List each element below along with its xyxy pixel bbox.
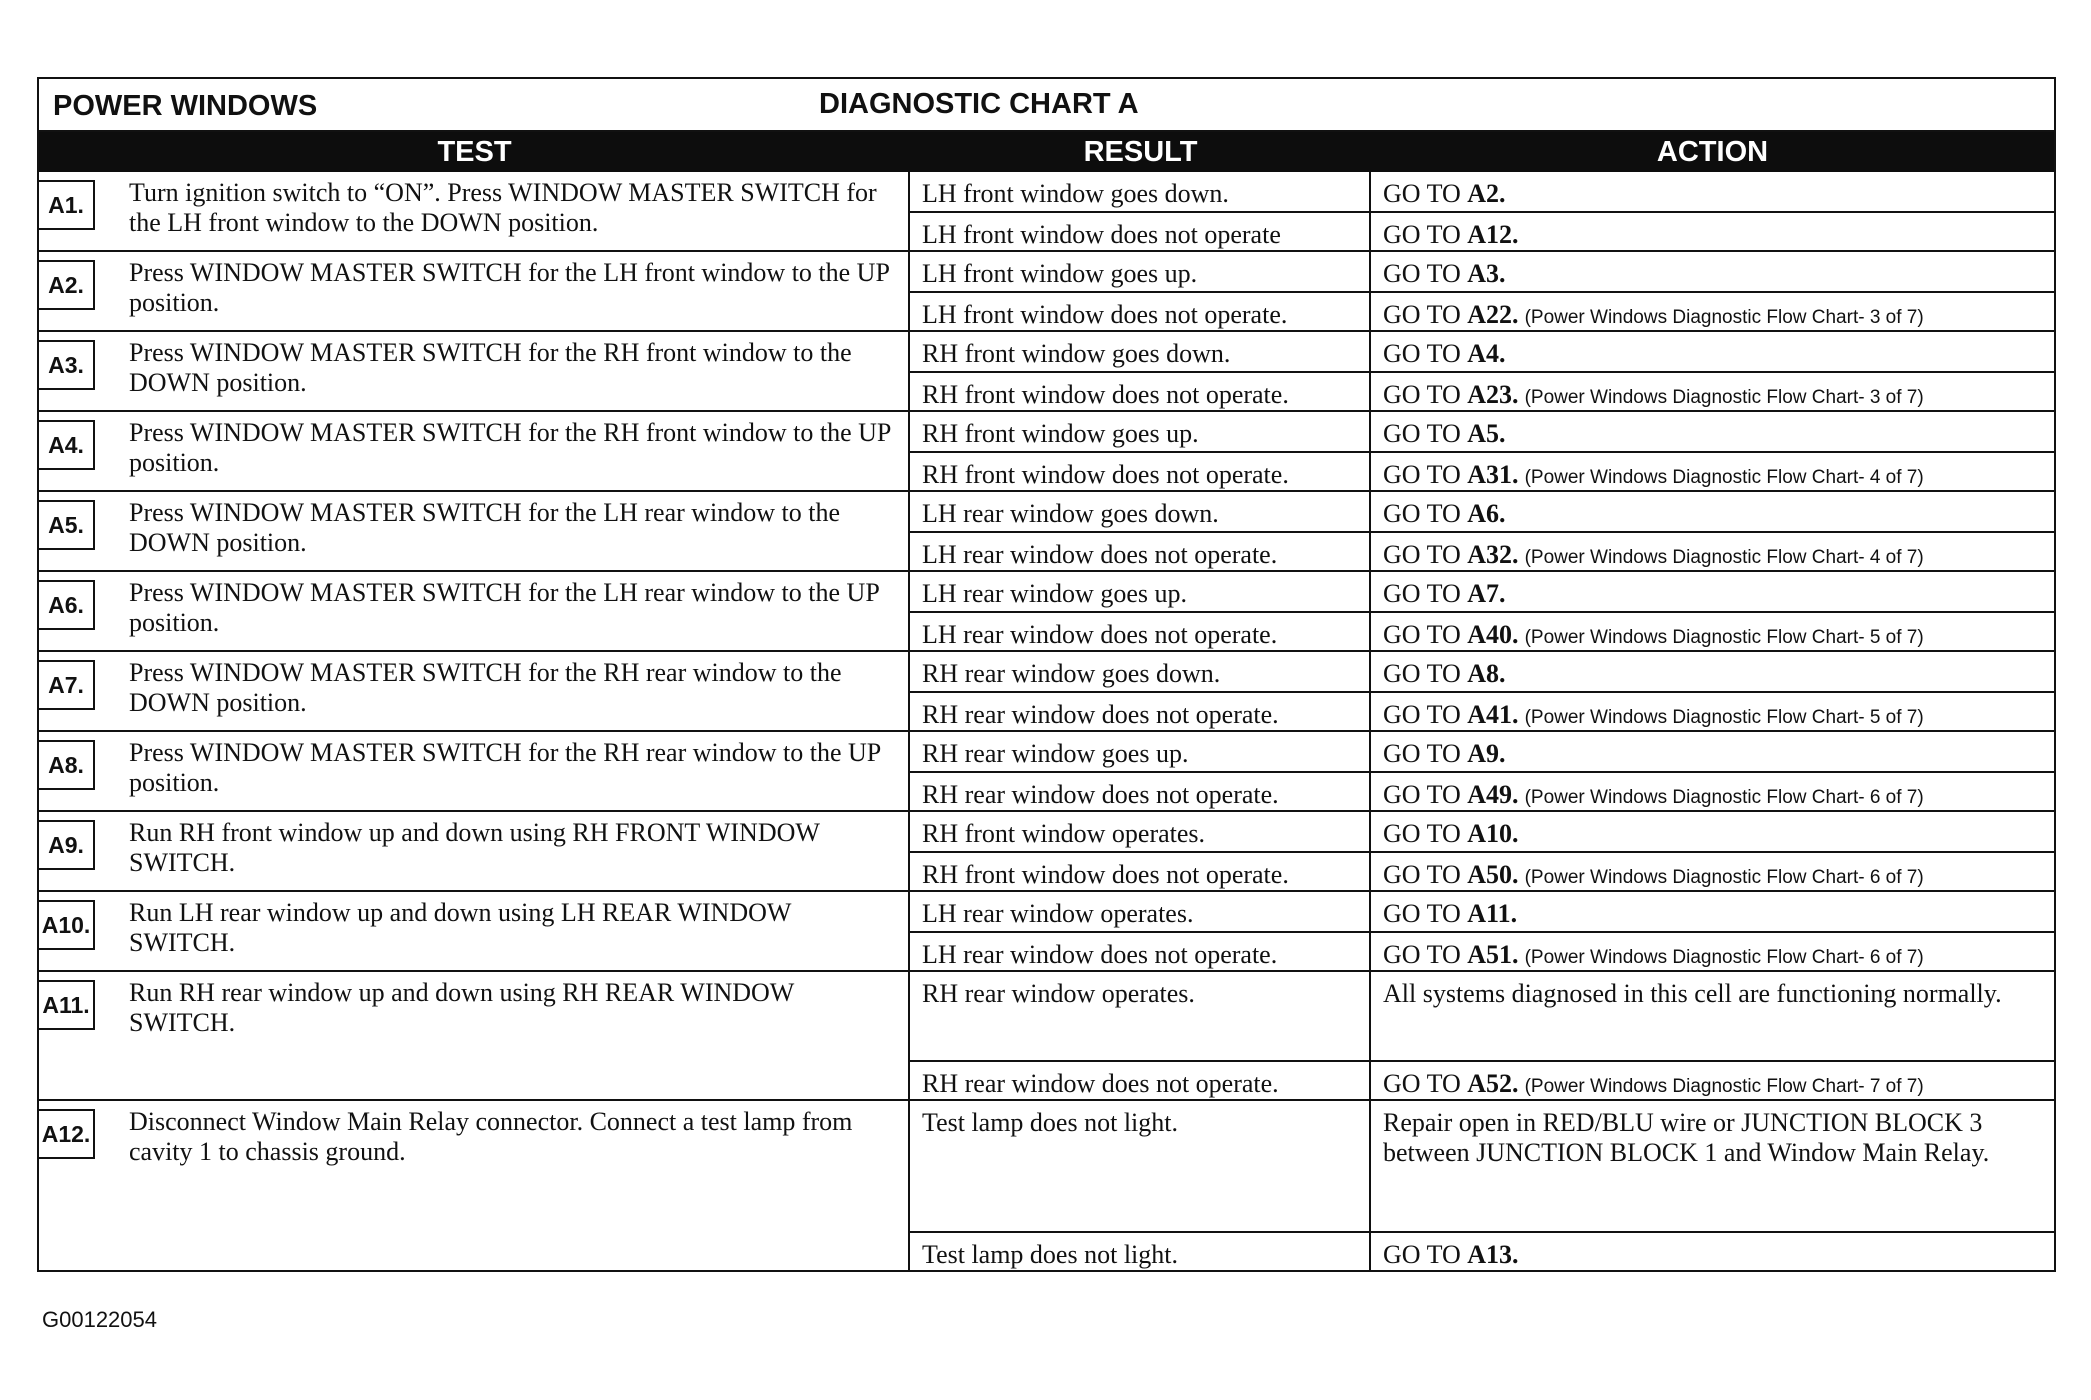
flow-chart-reference: (Power Windows Diagnostic Flow Chart- 4 of 7) [1524, 467, 1924, 488]
result-cell: LH front window goes down. [922, 179, 1229, 208]
goto-prefix: GO TO [1383, 780, 1468, 809]
action-column [1371, 412, 2054, 490]
result-column [910, 892, 1371, 970]
step-id: A7. [39, 660, 95, 710]
goto-target: A22. [1467, 300, 1519, 329]
test-cell [39, 412, 910, 490]
result-cell: LH rear window goes up. [922, 579, 1187, 608]
goto-target: A11. [1467, 899, 1518, 928]
step-id: A11. [39, 980, 95, 1030]
goto-target: A4. [1467, 339, 1506, 368]
goto-prefix: GO TO [1383, 739, 1468, 768]
goto-prefix: GO TO [1383, 419, 1468, 448]
result-cell: RH rear window goes down. [922, 659, 1221, 688]
test-description: Run RH rear window up and down using RH REAR WINDOW SWITCH. [129, 978, 794, 1037]
test-description: Disconnect Window Main Relay connector. Connect a test lamp from cavity 1 to chassis ground. [129, 1107, 853, 1166]
column-header-row [39, 132, 2054, 172]
result-cell: LH rear window operates. [922, 899, 1194, 928]
result-column [910, 572, 1371, 650]
flow-chart-reference: (Power Windows Diagnostic Flow Chart- 3 of 7) [1524, 387, 1924, 408]
table-row [39, 570, 2054, 650]
step-id: A6. [39, 580, 95, 630]
result-cell: RH rear window does not operate. [910, 1060, 1369, 1099]
step-id: A9. [39, 820, 95, 870]
test-cell [39, 732, 910, 810]
flow-chart-reference: (Power Windows Diagnostic Flow Chart- 5 of 7) [1524, 627, 1924, 648]
action-cell [1371, 1231, 2054, 1270]
header-result: RESULT [1083, 135, 1198, 168]
action-cell [1371, 652, 2054, 691]
result-column [910, 732, 1371, 810]
action-column [1371, 492, 2054, 570]
step-id: A1. [39, 180, 95, 230]
step-id: A10. [39, 900, 95, 950]
action-column [1371, 572, 2054, 650]
test-cell [39, 252, 910, 330]
flow-chart-reference: (Power Windows Diagnostic Flow Chart- 3 of 7) [1524, 307, 1924, 328]
goto-prefix: GO TO [1383, 380, 1468, 409]
result-cell: LH rear window does not operate. [910, 531, 1369, 570]
test-cell [39, 332, 910, 410]
goto-prefix: GO TO [1383, 620, 1468, 649]
step-id: A5. [39, 500, 95, 550]
goto-target: A52. [1467, 1069, 1519, 1098]
result-column [910, 1101, 1371, 1270]
table-row [39, 172, 2054, 250]
result-cell: LH front window does not operate. [910, 291, 1369, 330]
result-cell: RH front window goes up. [922, 419, 1199, 448]
action-cell [1371, 531, 2054, 570]
goto-prefix: GO TO [1383, 460, 1468, 489]
action-cell [1371, 572, 2054, 611]
goto-target: A10. [1467, 819, 1519, 848]
table-row [39, 490, 2054, 570]
test-cell [39, 892, 910, 970]
action-cell: Repair open in RED/BLU wire or JUNCTION BLOCK 3 between JUNCTION BLOCK 1 and Window Main Relay. [1383, 1108, 1990, 1167]
goto-prefix: GO TO [1383, 579, 1468, 608]
goto-target: A50. [1467, 860, 1519, 889]
table-row [39, 250, 2054, 330]
figure-id: G00122054 [42, 1307, 157, 1332]
table-row [39, 1099, 2054, 1270]
test-cell [39, 172, 910, 250]
goto-prefix: GO TO [1383, 700, 1468, 729]
test-description: Press WINDOW MASTER SWITCH for the RH front window to the DOWN position. [129, 338, 852, 397]
goto-target: A3. [1467, 259, 1506, 288]
result-cell: RH front window goes down. [922, 339, 1231, 368]
action-cell [1371, 732, 2054, 771]
step-id: A2. [39, 260, 95, 310]
result-cell: RH rear window does not operate. [910, 691, 1369, 730]
goto-target: A49. [1467, 780, 1519, 809]
action-column [1371, 972, 2054, 1099]
goto-prefix: GO TO [1383, 300, 1468, 329]
goto-prefix: GO TO [1383, 1069, 1468, 1098]
test-description: Press WINDOW MASTER SWITCH for the RH rear window to the UP position. [129, 738, 881, 797]
goto-target: A8. [1467, 659, 1506, 688]
flow-chart-reference: (Power Windows Diagnostic Flow Chart- 4 of 7) [1524, 547, 1924, 568]
action-column [1371, 172, 2054, 250]
action-column [1371, 1101, 2054, 1270]
action-cell: All systems diagnosed in this cell are functioning normally. [1383, 979, 2002, 1008]
action-cell [1371, 332, 2054, 371]
result-cell: LH front window does not operate [910, 211, 1369, 250]
result-cell: Test lamp does not light. [922, 1108, 1178, 1137]
action-cell [1371, 611, 2054, 650]
goto-target: A41. [1467, 700, 1519, 729]
header-test: TEST [437, 135, 512, 168]
table-row [39, 810, 2054, 890]
flow-chart-reference: (Power Windows Diagnostic Flow Chart- 6 of 7) [1524, 947, 1924, 968]
table-body [39, 172, 2054, 1270]
result-column [910, 492, 1371, 570]
table-row [39, 330, 2054, 410]
action-cell [1371, 931, 2054, 970]
flow-chart-reference: (Power Windows Diagnostic Flow Chart- 6 of 7) [1524, 867, 1924, 888]
section-title: POWER WINDOWS [53, 90, 318, 122]
goto-target: A23. [1467, 380, 1519, 409]
result-column [910, 412, 1371, 490]
flow-chart-reference: (Power Windows Diagnostic Flow Chart- 6 of 7) [1524, 787, 1924, 808]
goto-prefix: GO TO [1383, 1240, 1468, 1269]
result-cell: LH front window goes up. [922, 259, 1198, 288]
test-cell [39, 812, 910, 890]
goto-target: A31. [1467, 460, 1519, 489]
table-row [39, 970, 2054, 1099]
test-description: Press WINDOW MASTER SWITCH for the LH front window to the UP position. [129, 258, 889, 317]
test-description: Press WINDOW MASTER SWITCH for the LH rear window to the UP position. [129, 578, 879, 637]
header-action: ACTION [1656, 135, 1769, 168]
test-cell [39, 652, 910, 730]
goto-target: A7. [1467, 579, 1506, 608]
goto-prefix: GO TO [1383, 659, 1468, 688]
action-cell [1371, 771, 2054, 810]
action-cell [1371, 691, 2054, 730]
goto-prefix: GO TO [1383, 940, 1468, 969]
goto-target: A12. [1467, 220, 1519, 249]
result-column [910, 812, 1371, 890]
action-column [1371, 252, 2054, 330]
table-row [39, 730, 2054, 810]
result-column [910, 972, 1371, 1099]
goto-target: A40. [1467, 620, 1519, 649]
goto-target: A32. [1467, 540, 1519, 569]
goto-prefix: GO TO [1383, 179, 1468, 208]
result-cell: LH rear window does not operate. [910, 611, 1369, 650]
action-cell [1371, 1060, 2054, 1099]
goto-target: A5. [1467, 419, 1506, 448]
result-column [910, 172, 1371, 250]
action-cell [1371, 211, 2054, 250]
result-cell: RH front window does not operate. [910, 851, 1369, 890]
result-column [910, 652, 1371, 730]
test-description: Press WINDOW MASTER SWITCH for the RH rear window to the DOWN position. [129, 658, 842, 717]
table-row [39, 410, 2054, 490]
test-description: Press WINDOW MASTER SWITCH for the LH rear window to the DOWN position. [129, 498, 841, 557]
test-cell [39, 1101, 910, 1270]
test-description: Run RH front window up and down using RH FRONT WINDOW SWITCH. [129, 818, 820, 877]
goto-target: A6. [1467, 499, 1506, 528]
goto-prefix: GO TO [1383, 499, 1468, 528]
goto-prefix: GO TO [1383, 860, 1468, 889]
action-cell [1371, 291, 2054, 330]
result-cell: LH rear window goes down. [922, 499, 1219, 528]
action-column [1371, 332, 2054, 410]
goto-prefix: GO TO [1383, 220, 1468, 249]
action-cell [1371, 371, 2054, 410]
test-description: Press WINDOW MASTER SWITCH for the RH front window to the UP position. [129, 418, 891, 477]
test-cell [39, 972, 910, 1099]
action-cell [1371, 812, 2054, 851]
goto-prefix: GO TO [1383, 540, 1468, 569]
result-column [910, 332, 1371, 410]
goto-prefix: GO TO [1383, 819, 1468, 848]
action-column [1371, 732, 2054, 810]
table-row [39, 890, 2054, 970]
step-id: A4. [39, 420, 95, 470]
goto-target: A13. [1467, 1240, 1519, 1269]
action-cell [1371, 892, 2054, 931]
action-cell [1371, 252, 2054, 291]
result-cell: RH front window does not operate. [910, 451, 1369, 490]
action-cell [1371, 851, 2054, 890]
result-column [910, 252, 1371, 330]
test-description: Run LH rear window up and down using LH REAR WINDOW SWITCH. [129, 898, 791, 957]
action-cell [1371, 412, 2054, 451]
goto-target: A2. [1467, 179, 1506, 208]
chart-title: DIAGNOSTIC CHART A [819, 88, 1139, 120]
step-id: A8. [39, 740, 95, 790]
goto-prefix: GO TO [1383, 339, 1468, 368]
flow-chart-reference: (Power Windows Diagnostic Flow Chart- 7 of 7) [1524, 1076, 1924, 1097]
result-cell: RH rear window goes up. [922, 739, 1189, 768]
action-column [1371, 892, 2054, 970]
result-cell: RH front window operates. [922, 819, 1206, 848]
table-row [39, 650, 2054, 730]
step-id: A3. [39, 340, 95, 390]
action-cell [1371, 451, 2054, 490]
test-cell [39, 492, 910, 570]
action-column [1371, 812, 2054, 890]
test-cell [39, 572, 910, 650]
flow-chart-reference: (Power Windows Diagnostic Flow Chart- 5 of 7) [1524, 707, 1924, 728]
action-cell [1371, 492, 2054, 531]
goto-prefix: GO TO [1383, 259, 1468, 288]
step-id: A12. [39, 1109, 95, 1159]
test-description: Turn ignition switch to “ON”. Press WINDOW MASTER SWITCH for the LH front window to the DOWN position. [129, 178, 877, 237]
result-cell: RH front window does not operate. [910, 371, 1369, 410]
goto-prefix: GO TO [1383, 899, 1468, 928]
action-cell [1371, 172, 2054, 211]
title-row [39, 79, 2054, 132]
result-cell: RH rear window operates. [922, 979, 1195, 1008]
result-cell: Test lamp does not light. [910, 1231, 1369, 1270]
goto-target: A51. [1467, 940, 1519, 969]
result-cell: LH rear window does not operate. [910, 931, 1369, 970]
action-column [1371, 652, 2054, 730]
diagnostic-chart [37, 77, 2056, 1272]
result-cell: RH rear window does not operate. [910, 771, 1369, 810]
goto-target: A9. [1467, 739, 1506, 768]
